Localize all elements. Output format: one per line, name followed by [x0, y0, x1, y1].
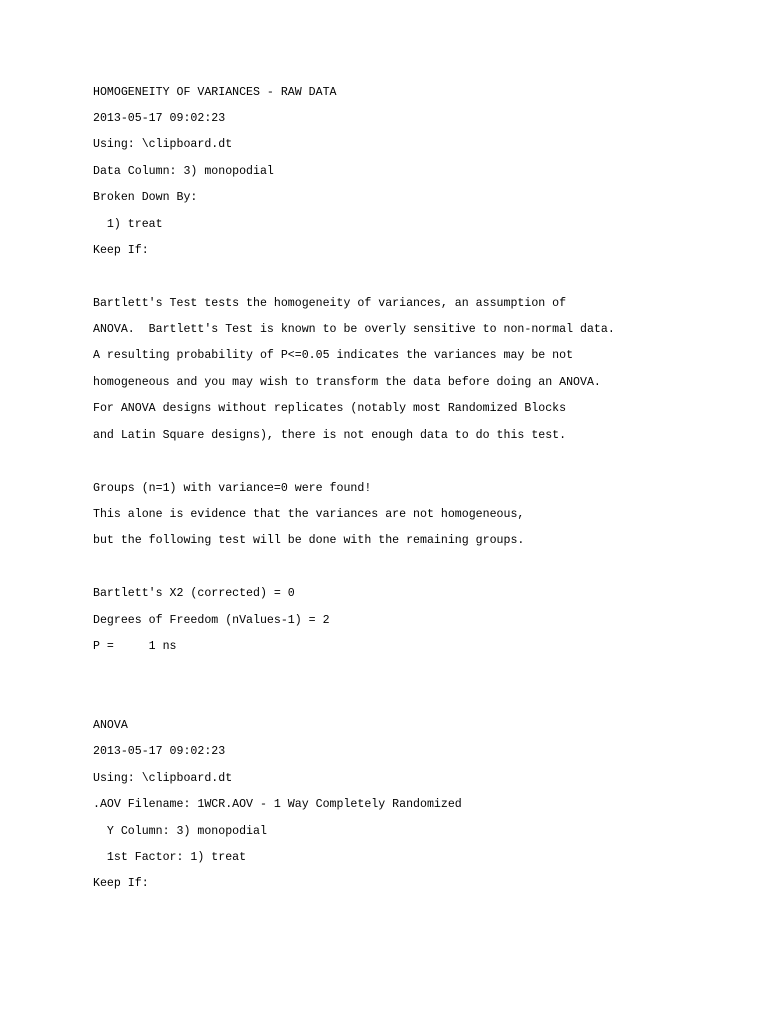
- warning-line: This alone is evidence that the variances are not homogeneous,: [93, 508, 525, 521]
- broken-down-by-line: Broken Down By:: [93, 191, 198, 204]
- description-line: Bartlett's Test tests the homogeneity of variances, an assumption of: [93, 297, 567, 310]
- using-file-line: Using: \clipboard.dt: [93, 138, 233, 151]
- y-column-line: Y Column: 3) monopodial: [93, 825, 267, 838]
- report-timestamp: 2013-05-17 09:02:23: [93, 112, 226, 125]
- p-value: P = 1 ns: [93, 640, 177, 653]
- bartlett-statistic: Bartlett's X2 (corrected) = 0: [93, 587, 295, 600]
- aov-filename-line: .AOV Filename: 1WCR.AOV - 1 Way Completely Randomized: [93, 798, 462, 811]
- description-line: A resulting probability of P<=0.05 indicates the variances may be not: [93, 349, 574, 362]
- warning-line: Groups (n=1) with variance=0 were found!: [93, 482, 372, 495]
- keep-if-line: Keep If:: [93, 244, 149, 257]
- warning-line: but the following test will be done with the remaining groups.: [93, 534, 525, 547]
- degrees-of-freedom: Degrees of Freedom (nValues-1) = 2: [93, 614, 330, 627]
- breakdown-factor-line: 1) treat: [93, 218, 163, 231]
- report-title: HOMOGENEITY OF VARIANCES - RAW DATA: [93, 86, 337, 99]
- anova-using-file-line: Using: \clipboard.dt: [93, 772, 233, 785]
- anova-timestamp: 2013-05-17 09:02:23: [93, 745, 226, 758]
- description-line: ANOVA. Bartlett's Test is known to be overly sensitive to non-normal data.: [93, 323, 615, 336]
- description-line: For ANOVA designs without replicates (notably most Randomized Blocks: [93, 402, 567, 415]
- description-line: homogeneous and you may wish to transform the data before doing an ANOVA.: [93, 376, 601, 389]
- description-line: and Latin Square designs), there is not enough data to do this test.: [93, 429, 567, 442]
- data-column-line: Data Column: 3) monopodial: [93, 165, 274, 178]
- first-factor-line: 1st Factor: 1) treat: [93, 851, 247, 864]
- anova-keep-if-line: Keep If:: [93, 877, 149, 890]
- anova-title: ANOVA: [93, 719, 128, 732]
